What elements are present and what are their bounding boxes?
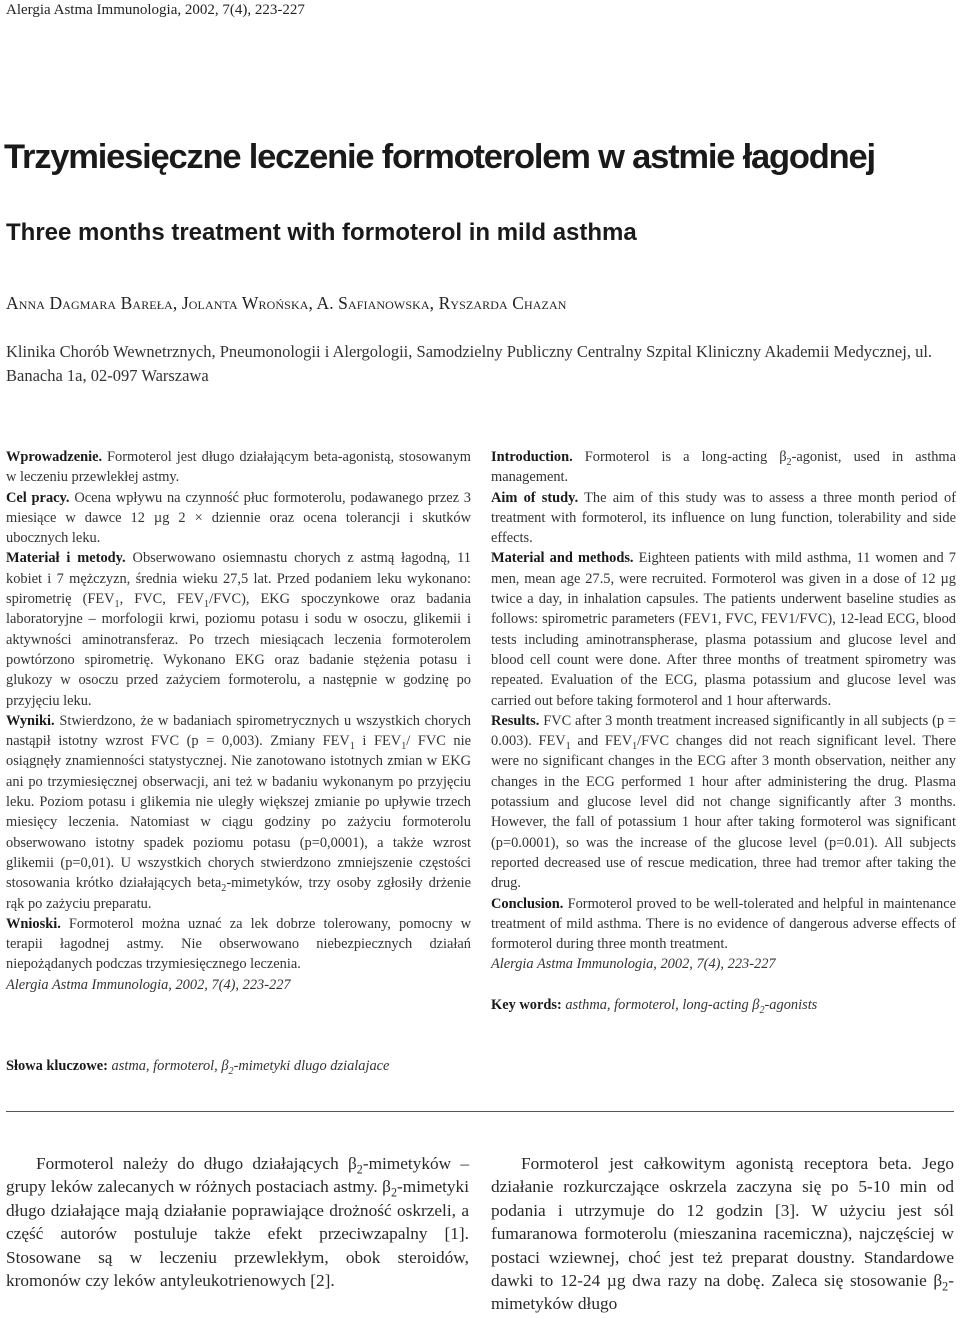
abstract-en-methods: Material and methods. Eighteen patients with mild asthma, 11 women and 7 men, mean age 27.5, were recruited. Formoterol was given in a dose of 12 µg twice a day, in inhalation capsules. The patients underwent baseline studies as follows: spirometric parameters (FEV1, FVC, FEV1/FVC), 12-lead ECG, blood tests including aminotranspherase, plasma potassium and glucose level and blood cell count were done. After three months of treatment spirometry was repeated. Evaluation of the ECG, plasma potassium and glucose level was carried out before taking formoterol and 1 hour afterwards.: [491, 550, 956, 709]
section-heading: Materiał i metody.: [6, 550, 126, 567]
section-heading: Wnioski.: [6, 915, 61, 932]
affiliation: Klinika Chorób Wewnetrznych, Pneumonologii i Alergologii, Samodzielny Publiczny Centralny Szpital Kliniczny Akademii Medycznej, ul. Banacha 1a, 02-097 Warszawa: [6, 342, 933, 385]
abstract-pl-intro: Wprowadzenie. Formoterol jest długo działającym beta-agonistą, stosowanym w leczeniu przewlekłej astmy.: [6, 449, 471, 486]
section-heading: Results.: [491, 712, 540, 729]
abstract-en-citation: Alergia Astma Immunologia, 2002, 7(4), 223-227: [491, 956, 776, 973]
section-heading: Wprowadzenie.: [6, 449, 103, 465]
abstract-pl-results: Wyniki. Stwierdzono, że w badaniach spirometrycznych u wszystkich chorych nastąpił istotny wzrost FVC (p = 0,003). Zmiany $FEV_1$ i $FEV_1/$ FVC nie osiągnęły znamienności statystycznej. Nie zanotowano istotnych zmian w EKG ani po trzymiesięcznej obserwacji, ani też w badaniu wykonanym po przyjęciu leku. Poziom potasu i glikemia nie uległy większej zmianie po upływie trzech miesięcy leczenia. Natomiast w ciągu godziny po zażyciu formoterolu obserwowano istotny spadek poziomu potasu (p=0,0001), a także wzrost glikemii (p=0,01). U wszystkich chorych stwierdzono zmniejszenie częstości stosowania krótko działających beta$_2$-mimetyków, trzy osoby zgłosiły drżenie rąk po zażyciu preparatu.: [6, 712, 472, 912]
abstract-pl-conclusions: Wnioski. Formoterol można uznać za lek dobrze tolerowany, pomocny w terapii łagodnej astmy. Nie obserwowano niebezpiecznych działań niepożądanych podczas trzymiesięcznego leczenia.: [6, 915, 471, 973]
abstract-pl-methods: Materiał i metody. Obserwowano osiemnastu chorych z astmą łagodną, 11 kobiet i 7 mężczyzn, średnia wieku 27,5 lat. Przed podaniem leku wykonano: spirometrię ($FEV_1$, FVC, $FEV_1/FVC$), EKG spoczynkowe oraz badania laboratoryjne – morfologii krwi, poziomu potasu i sodu w osoczu, glikemii i aktywności aminotransferaz. Po trzech miesiącach leczenia formoterolem powtórzono spirometrię. Wykonano EKG oraz badanie stężenia potasu i glukozy w osoczu przed zażyciem formoterolu, a następnie w godzinę po przyjęciu leku.: [6, 550, 471, 709]
abstract-en-intro: Introduction. Formoterol is a long-acting $\beta_2$-agonist, used in asthma management.: [491, 449, 956, 486]
body-column-left: [6, 1152, 469, 1292]
abstract-pl-aim: Cel pracy. Ocena wpływu na czynność płuc formoterolu, podawanego przez 3 miesiące w dawce 12 µg 2 × dziennie oraz ocena tolerancji i skutków ubocznych leku.: [6, 489, 471, 547]
section-heading: Wyniki.: [6, 712, 55, 729]
section-heading: Introduction.: [491, 449, 573, 465]
body-paragraph: Formoterol jest całkowitym agonistą receptora beta. Jego działanie rozkurczające oskrzela zaczyna się po 5-10 min od podania i utrzymuje do 12 godzin [3]. W użyciu jest sól fumaranowa formoterolu (mieszanina racemiczna), najczęściej w postaci wziewnej, choć jest też preparat doustny. Standardowe dawki to 12-24 µg dwa razy na dobę. Zaleca się stosowanie $\beta_2$-mimetyków długo: [491, 1154, 954, 1314]
section-heading: Material and methods.: [491, 550, 634, 567]
journal-header: Alergia Astma Immunologia, 2002, 7(4), 223-227: [6, 2, 305, 18]
body-column-right: [491, 1152, 954, 1316]
article-title-en: Three months treatment with formoterol in mild asthma: [6, 219, 637, 246]
abstract-en-conclusion: Conclusion. Formoterol proved to be well-tolerated and helpful in maintenance treatment of mild asthma. There is no evidence of dangerous adverse effects of formoterol during three month treatment.: [491, 895, 956, 953]
keywords-english: Key words: asthma, formoterol, long-acting $\beta_2$-agonists: [491, 996, 818, 1016]
keywords-polish: Słowa kluczowe: astma, formoterol, $\beta_2$-mimetyki dlugo dzialajace: [6, 1058, 390, 1077]
article-title-pl: Trzymiesięczne leczenie formoterolem w astmie łagodnej: [4, 138, 875, 176]
section-heading: Aim of study.: [491, 489, 579, 506]
section-heading: Conclusion.: [491, 895, 564, 912]
keywords-label: Słowa kluczowe:: [6, 1058, 108, 1074]
section-heading: Cel pracy.: [6, 489, 70, 506]
abstract-english: [491, 447, 956, 1015]
abstract-en-aim: Aim of study. The aim of this study was to assess a three month period of treatment with formoterol, its influence on lung function, tolerability and side effects.: [491, 489, 956, 547]
abstract-pl-citation: Alergia Astma Immunologia, 2002, 7(4), 223-227: [6, 976, 291, 993]
keywords-label: Key words:: [491, 996, 562, 1013]
body-paragraph: Formoterol należy do długo działających $\beta_2$-mimetyków – grupy leków zalecanych w różnych postaciach astmy. $\beta_2$-mimetyki długo działające mają działanie poprawiające drożność oskrzeli, a część autorów postuluje także efekt przeciwzapalny [1]. Stosowane są w leczeniu przewlekłym, obok steroidów, kromonów czy leków antyleukotrienowych [2].: [6, 1154, 469, 1291]
author-list: Anna Dagmara Bareła, Jolanta Wrońska, A. Safianowska, Ryszarda Chazan: [6, 293, 567, 313]
section-divider: [6, 1111, 954, 1112]
abstract-en-results: Results. FVC after 3 month treatment increased significantly in all subjects (p = 0.003). $FEV_1$ and $FEV_1$/FVC changes did not reach significant level. There were no significant changes in the ECG after 3 month observation, neither any changes in the ECG performed 1 hour after administering the drug. Plasma potassium and glucose level did not change significantly after 3 months. However, the fall of potassium 1 hour after taking formoterol was significant (p=0.0001), so was the increase of the glucose level (p=0.01). All subjects reported decreased use of rescue medication, three had tremor after taking the drug.: [491, 712, 956, 892]
abstract-polish: [6, 447, 471, 995]
